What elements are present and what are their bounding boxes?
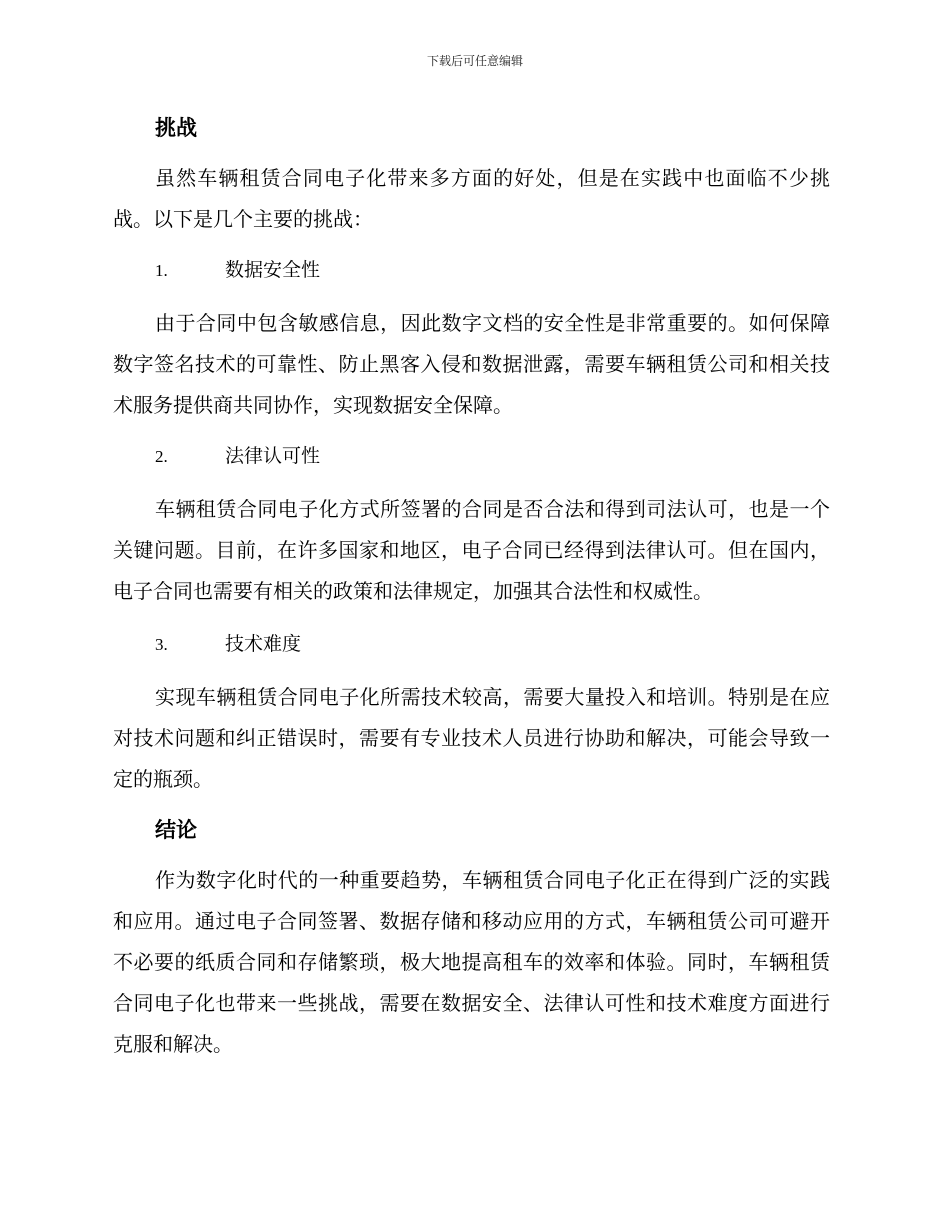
data-security-paragraph: 由于合同中包含敏感信息，因此数字文档的安全性是非常重要的。如何保障数字签名技术的可靠性、防止黑客入侵和数据泄露，需要车辆租赁公司和相关技术服务提供商共同协作，实现数据安全保障。 [113, 311, 830, 417]
page-header: 下载后可任意编辑 [426, 54, 523, 68]
document-body [113, 108, 830, 1065]
technical-difficulty-paragraph: 实现车辆租赁合同电子化所需技术较高，需要大量投入和培训。特别是在应对技术问题和纠正错误时，需要有专业技术人员进行协助和解决，可能会导致一定的瓶颈。 [113, 685, 830, 791]
list-item-technical-difficulty [113, 624, 830, 665]
list-item-title: 技术难度 [225, 633, 302, 655]
section-heading-challenges: 挑战 [155, 115, 197, 140]
conclusion-paragraph: 作为数字化时代的一种重要趋势，车辆租赁合同电子化正在得到广泛的实践和应用。通过电子合同签署、数据存储和移动应用的方式，车辆租赁公司可避开不必要的纸质合同和存储繁琐，极大地提高租车的效率和体验。同时，车辆租赁合同电子化也带来一些挑战，需要在数据安全、法律认可性和技术难度方面进行克服和解决。 [113, 868, 830, 1056]
list-item-data-security [113, 250, 830, 291]
section-heading-conclusion: 结论 [155, 817, 197, 842]
legal-recognition-paragraph: 车辆租赁合同电子化方式所签署的合同是否合法和得到司法认可，也是一个关键问题。目前，在许多国家和地区，电子合同已经得到法律认可。但在国内，电子合同也需要有相关的政策和法律规定，加强其合法性和权威性。 [113, 497, 830, 603]
challenges-intro-paragraph: 虽然车辆租赁合同电子化带来多方面的好处，但是在实践中也面临不少挑战。以下是几个主要的挑战： [113, 166, 830, 231]
list-number: 2. [155, 447, 168, 466]
list-item-legal-recognition [113, 436, 830, 477]
list-number: 3. [155, 635, 168, 654]
list-number: 1. [155, 261, 168, 280]
list-item-title: 数据安全性 [225, 259, 321, 281]
list-item-title: 法律认可性 [225, 445, 321, 467]
